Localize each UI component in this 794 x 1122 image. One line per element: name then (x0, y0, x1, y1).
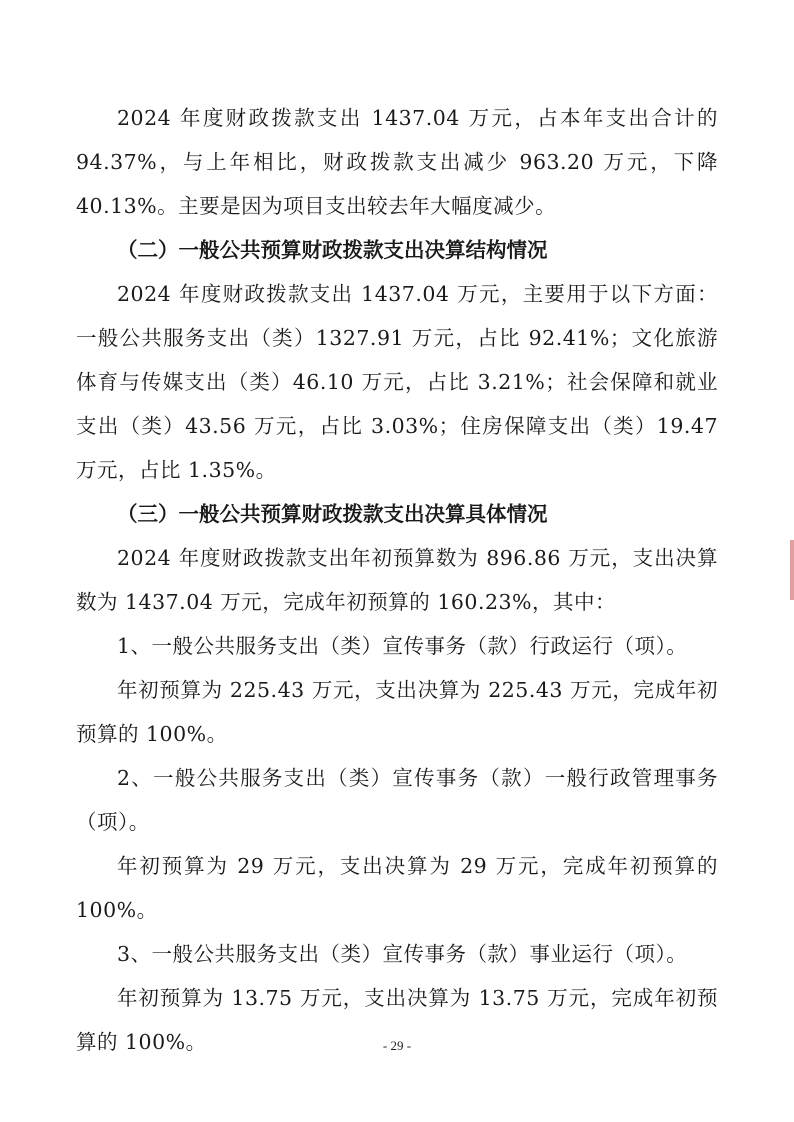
page-number: - 29 - (382, 1038, 412, 1053)
item-3-title: 3、一般公共服务支出（类）宣传事务（款）事业运行（项）。 (117, 942, 688, 966)
scan-edge-mark (790, 540, 794, 600)
item-1-title: 1、一般公共服务支出（类）宣传事务（款）行政运行（项）。 (117, 634, 688, 658)
item-1-detail: 年初预算为 225.43 万元，支出决算为 225.43 万元，完成年初预算的 100%。 (76, 678, 718, 746)
paragraph-expenditure-summary: 2024 年度财政拨款支出 1437.04 万元，占本年支出合计的 94.37%，与上年相比，财政拨款支出减少 963.20 万元，下降 40.13%。主要是因为项目支出较去年大幅度减少。 (76, 106, 718, 218)
paragraph-budget-overview: 2024 年度财政拨款支出年初预算数为 896.86 万元，支出决算数为 1437.04 万元，完成年初预算的 160.23%，其中： (76, 546, 718, 614)
item-2-detail: 年初预算为 29 万元，支出决算为 29 万元，完成年初预算的 100%。 (76, 854, 718, 922)
document-body (76, 96, 718, 1064)
item-2-title: 2、一般公共服务支出（类）宣传事务（款）一般行政管理事务（项）。 (76, 766, 718, 834)
section-heading-specifics: （三）一般公共预算财政拨款支出决算具体情况 (117, 502, 548, 526)
section-heading-structure: （二）一般公共预算财政拨款支出决算结构情况 (117, 238, 548, 262)
paragraph-structure-detail: 2024 年度财政拨款支出 1437.04 万元，主要用于以下方面：一般公共服务支出（类）1327.91 万元，占比 92.41%；文化旅游体育与传媒支出（类）46.10 万元，占比 3.21%；社会保障和就业支出（类）43.56 万元，占比 3.03%；住房保障支出（类）19.47 万元，占比 1.35%。 (76, 282, 718, 482)
item-3-detail: 年初预算为 13.75 万元，支出决算为 13.75 万元，完成年初预算的 100%。 (76, 986, 718, 1054)
